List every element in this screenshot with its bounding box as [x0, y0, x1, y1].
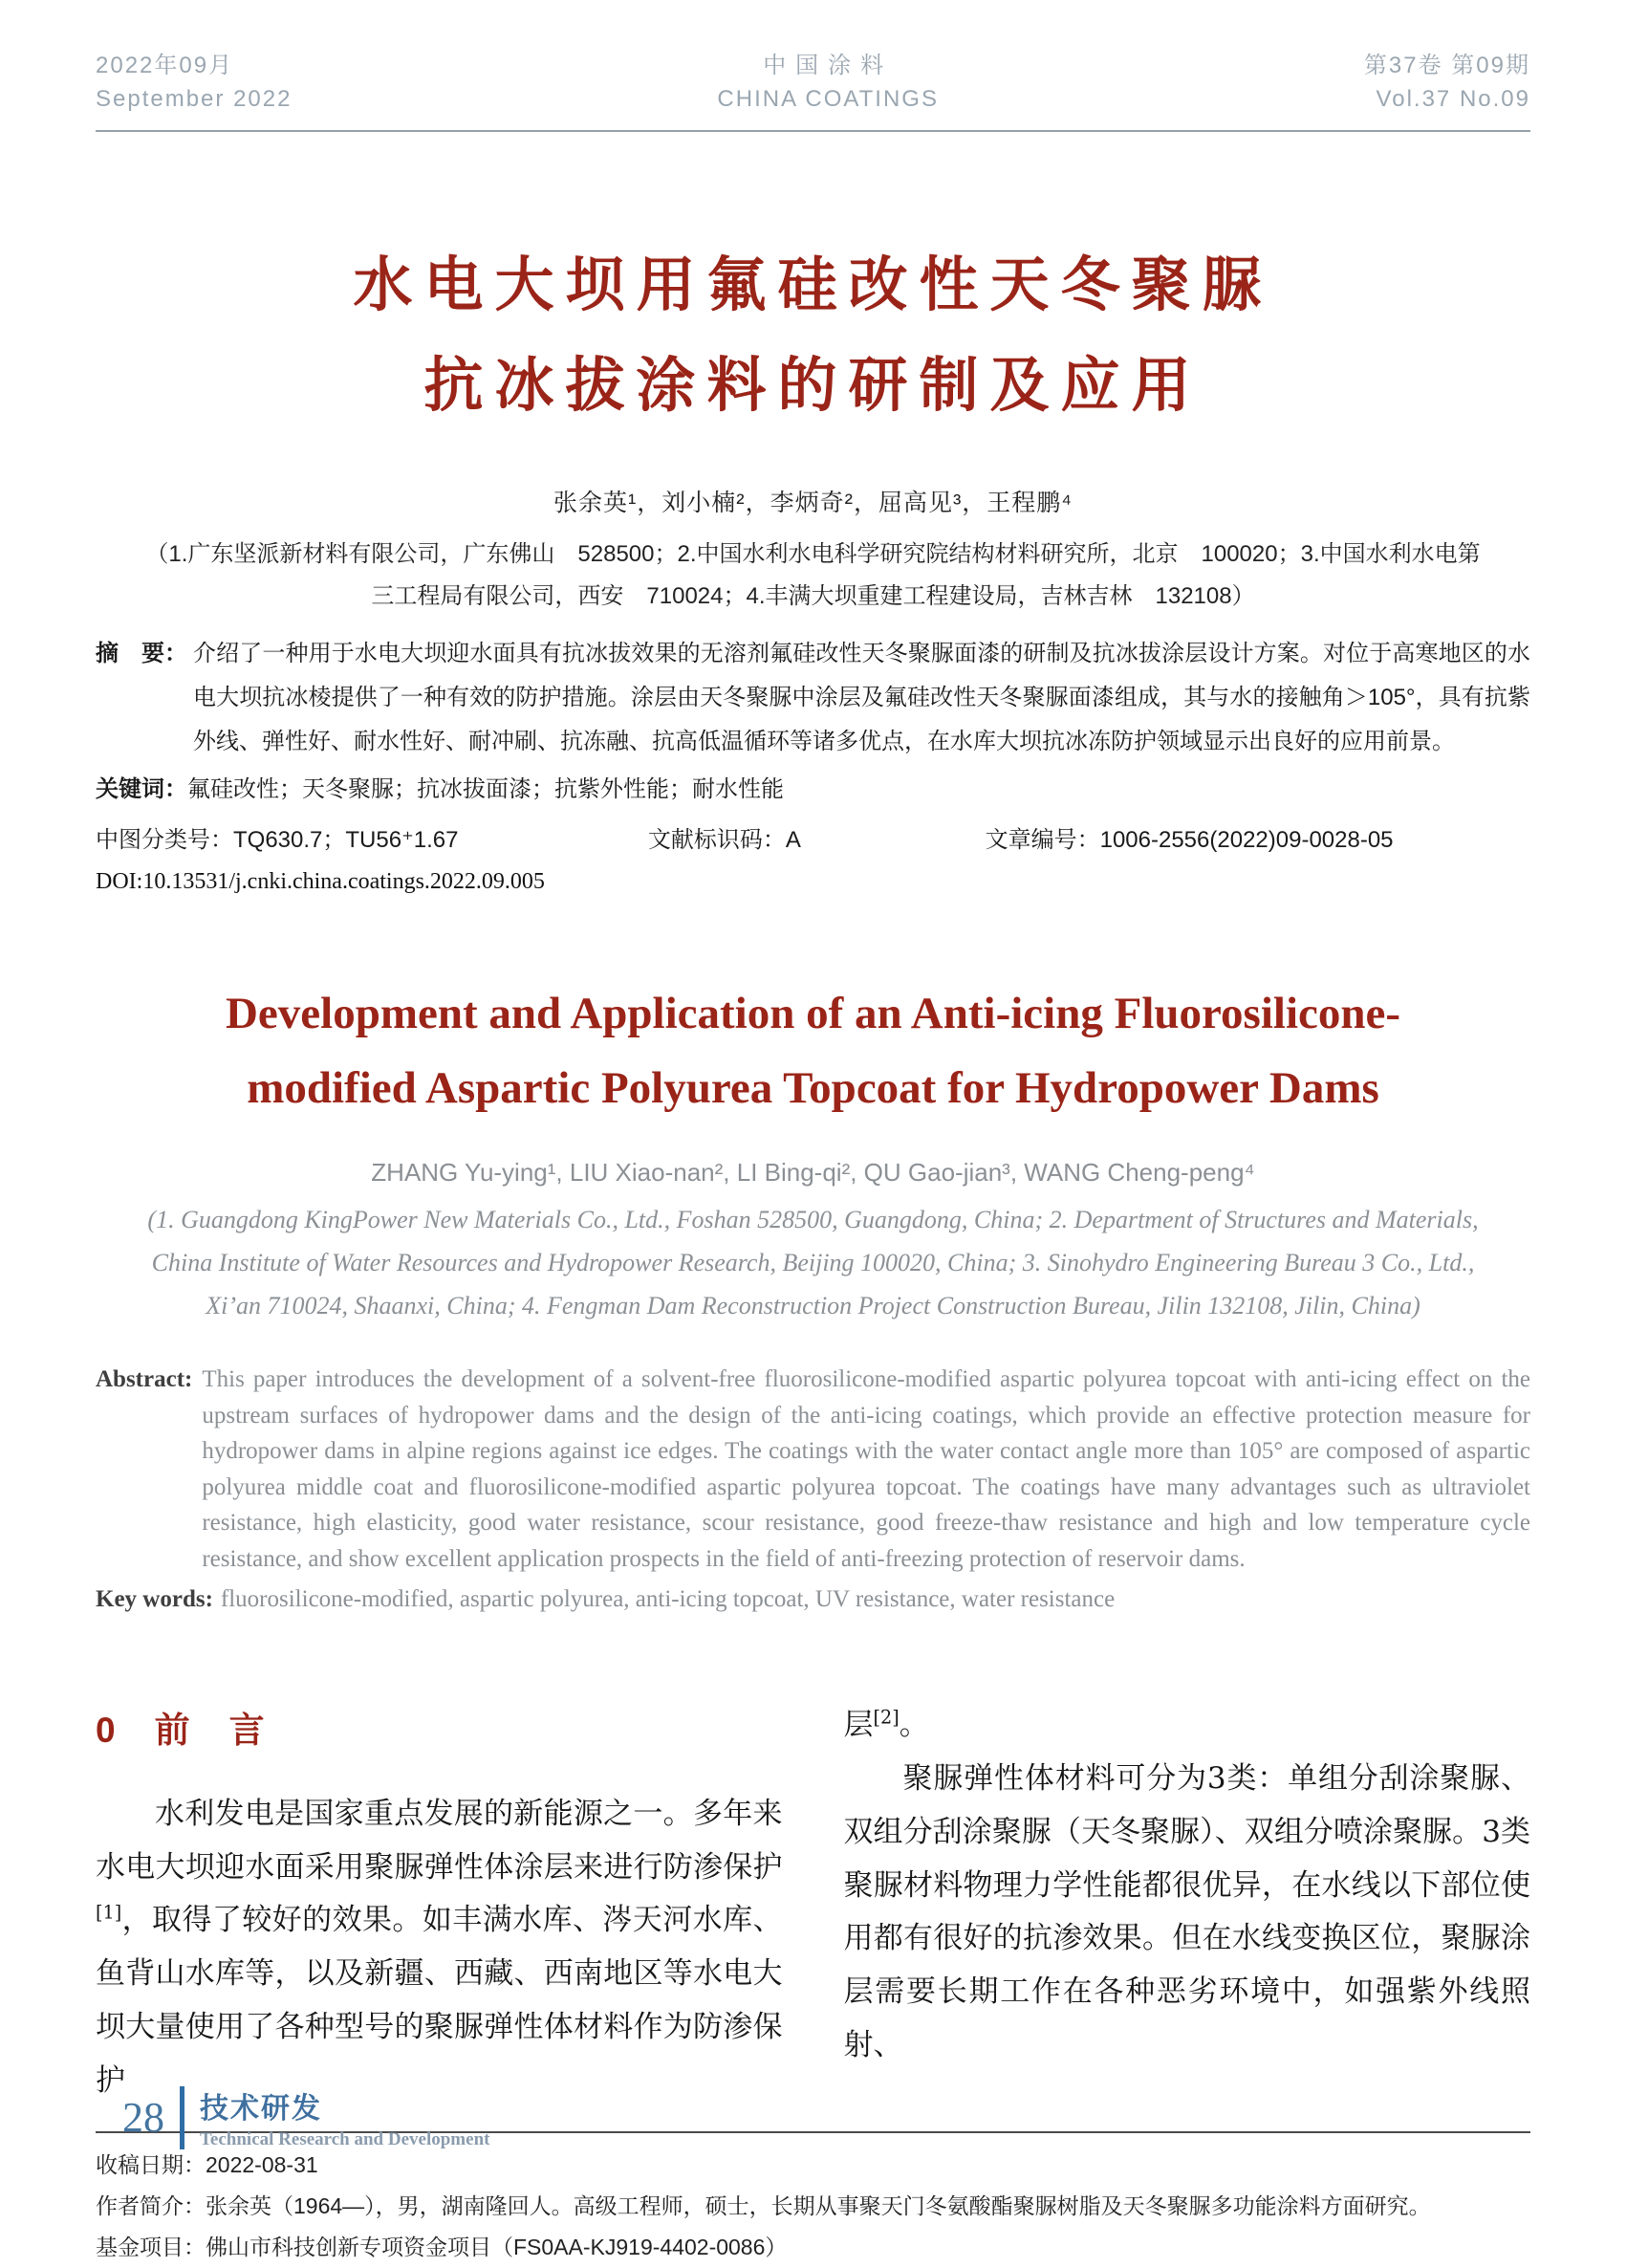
- keywords-zh-label: 关键词：: [96, 775, 187, 802]
- author-bio-text: 张余英（1964—），男，湖南隆回人。高级工程师，硕士，长期从事聚天门冬氨酸酯聚脲树脂及天冬聚脲多功能涂料方面研究。: [206, 2192, 1431, 2218]
- volume-issue-zh: 第37卷 第09期: [1363, 53, 1530, 78]
- received-date-value: 2022-08-31: [206, 2151, 318, 2177]
- journal-name-en: CHINA COATINGS: [717, 85, 939, 112]
- column-left: [96, 1699, 783, 2107]
- abstract-zh-text: 介绍了一种用于水电大坝迎水面具有抗冰拔效果的无溶剂氟硅改性天冬聚脲面漆的研制及抗冰拔涂层设计方案。对位于高寒地区的水电大坝抗冰棱提供了一种有效的防护措施。涂层由天冬聚脲中涂层及氟硅改性天冬聚脲面漆组成，其与水的接触角＞105°，具有抗紫外线、弹性好、耐水性好、耐冲刷、抗冻融、抗高低温循环等诸多优点，在水库大坝抗冰冻防护领域显示出良好的应用前景。: [193, 640, 1530, 754]
- footer-section: [200, 2084, 489, 2150]
- keywords-zh-text: 氟硅改性；天冬聚脲；抗冰拔面漆；抗紫外性能；耐水性能: [187, 775, 784, 802]
- body-columns: [96, 1699, 1530, 2107]
- received-date: [96, 2145, 1530, 2186]
- paragraph-intro-left: [96, 1788, 783, 2108]
- header-issue-date: [96, 50, 292, 117]
- affiliations-zh-line1: （1.广东坚派新材料有限公司，广东佛山 528500；2.中国水利水电科学研究院结构材料研究所，北京 100020；3.中国水利水电第: [145, 541, 1481, 568]
- article-title-en-line1: Development and Application of an Anti-icing Fluorosilicone-: [225, 988, 1401, 1038]
- header-divider: [96, 130, 1530, 132]
- paragraph-polyurea-types: 聚脲弹性体材料可分为3类：单组分刮涂聚脲、双组分刮涂聚脲（天冬聚脲）、双组分喷涂聚脲。3类聚脲材料物理力学性能都很优异，在水线以下部位使用都有很好的抗渗效果。但在水线变换区位，聚脲涂层需要长期工作在各种恶劣环境中，如强紫外线照射、: [843, 1761, 1530, 2063]
- paragraph-text: 层: [843, 1708, 874, 1743]
- section-heading: 0 前 言: [96, 1711, 267, 1751]
- footer-divider-bar: [180, 2086, 184, 2149]
- page-number: 28: [122, 2093, 164, 2141]
- abstract-en-label: Abstract:: [96, 1366, 193, 1393]
- paragraph-text: 水利发电是国家重点发展的新能源之一。多年来水电大坝迎水面采用聚脲弹性体涂层来进行防渗保护: [96, 1796, 783, 1885]
- paragraph-text: ，取得了较好的效果。如丰满水库、涔天河水库、鱼背山水库等，以及新疆、西藏、西南地区等水电大坝大量使用了各种型号的聚脲弹性体材料作为防渗保护: [96, 1903, 783, 2098]
- affiliations-en: (1. Guangdong KingPower New Materials Co., Ltd., Foshan 528500, Guangdong, China; 2. Department of Structures and Materials, China Institute of Water Resources and Hydropower Research, Beijing 100020, China; 3. Sinohydro Engineering Bureau 3 Co., Ltd., Xi’an 710024, Shaanxi, China; 4. Fengman Dam Reconstruction Project Construction Bureau, Jilin 132108, Jilin, China): [147, 1206, 1479, 1319]
- section-name-zh: 技术研发: [200, 2093, 322, 2125]
- citation-ref-2: [2]: [873, 1706, 900, 1729]
- page-footer: [122, 2084, 489, 2150]
- clc-number: 中图分类号：TQ630.7；TU56⁺1.67: [96, 826, 459, 853]
- authors-zh: 张余英¹，刘小楠²，李炳奇²，屈高见³，王程鹏⁴: [553, 490, 1073, 517]
- article-number: 文章编号：1006-2556(2022)09-0028-05: [985, 826, 1394, 853]
- article-title-en: [96, 977, 1530, 1125]
- keywords-en-label: Key words:: [96, 1586, 213, 1613]
- doi: DOI:10.13531/j.cnki.china.coatings.2022.09.005: [96, 868, 545, 894]
- footnotes: [96, 2131, 1530, 2268]
- header-volume-issue: [1364, 50, 1530, 117]
- abstract-zh: [96, 632, 1530, 764]
- journal-name-zh: 中国涂料: [763, 53, 894, 78]
- abstract-en-text: This paper introduces the development of a solvent-free fluorosilicone-modified aspartic polyurea topcoat with anti-icing effect on the upstream surfaces of hydropower dams and the design of the anti-icing coatings, which provide an effective protection measure for hydropower dams in alpine regions against ice edges. The coatings with the water contact angle more than 105° are composed of aspartic polyurea middle coat and fluorosilicone-modified aspartic polyurea topcoat. The coatings have many advantages such as ultraviolet resistance, high elasticity, good water resistance, scour resistance, good freeze-thaw resistance and high and low temperature cycle resistance, and show excellent application prospects in the field of anti-freezing protection of reservoir dams.: [202, 1366, 1530, 1572]
- article-title-zh: [96, 235, 1530, 437]
- paragraph-text: 。: [899, 1708, 929, 1743]
- funding-project: [96, 2227, 1530, 2268]
- funding-project-text: 佛山市科技创新专项资金项目（FS0AA-KJ919-4402-0086）: [206, 2234, 788, 2259]
- received-date-label: 收稿日期：: [96, 2151, 206, 2177]
- affiliations-zh: [96, 534, 1530, 616]
- funding-project-label: 基金项目：: [96, 2234, 206, 2259]
- volume-issue-en: Vol.37 No.09: [1376, 85, 1530, 112]
- document-code: 文献标识码：A: [647, 826, 801, 853]
- author-bio-label: 作者简介：: [96, 2192, 206, 2218]
- meta-row: [96, 820, 1530, 854]
- keywords-zh: [96, 770, 1530, 803]
- author-bio: [96, 2186, 1530, 2227]
- column-right: [844, 1699, 1531, 2107]
- authors-en: ZHANG Yu-ying¹, LIU Xiao-nan², LI Bing-qi², QU Gao-jian³, WANG Cheng-peng⁴: [371, 1158, 1255, 1188]
- issue-date-en: September 2022: [96, 85, 293, 112]
- article-title-zh-line2: 抗冰拔涂料的研制及应用: [423, 352, 1203, 419]
- abstract-en: [96, 1362, 1530, 1577]
- keywords-en-text: fluorosilicone-modified, aspartic polyurea, anti-icing topcoat, UV resistance, water resistance: [220, 1586, 1116, 1613]
- section-name-en: Technical Research and Development: [200, 2129, 490, 2149]
- header-journal-name: [717, 50, 939, 117]
- article-title-zh-line1: 水电大坝用氟硅改性天冬聚脲: [353, 251, 1273, 318]
- journal-header: [96, 0, 1530, 117]
- abstract-zh-label: 摘 要：: [96, 640, 187, 666]
- paragraph-intro-right-continued: [844, 1699, 1531, 1753]
- issue-date-zh: 2022年09月: [96, 53, 234, 78]
- article-title-en-line2: modified Aspartic Polyurea Topcoat for Hydropower Dams: [247, 1062, 1379, 1113]
- citation-ref-1: [1]: [96, 1902, 122, 1925]
- keywords-en: [96, 1586, 1530, 1613]
- affiliations-zh-line2: 三工程局有限公司，西安 710024；4.丰满大坝重建工程建设局，吉林吉林 132108）: [371, 582, 1255, 609]
